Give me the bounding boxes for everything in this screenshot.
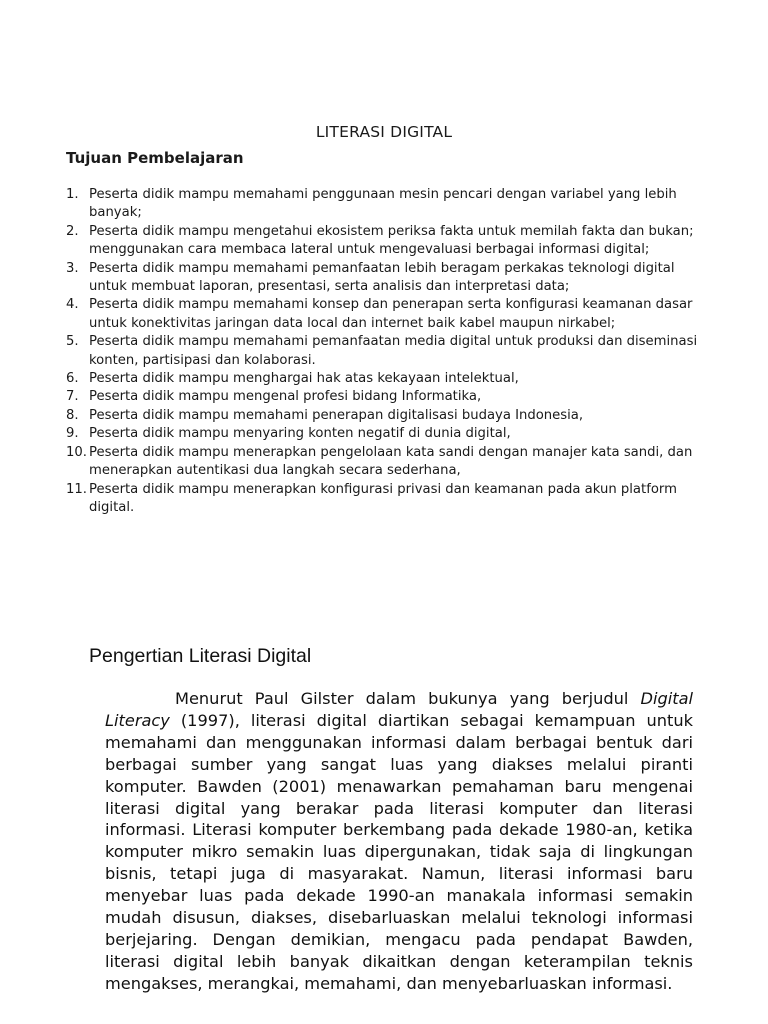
list-item-number: 9. — [66, 426, 79, 442]
paragraph-text-start: Menurut Paul Gilster dalam bukunya yang berjudul — [175, 689, 641, 708]
list-item-text: Peserta didik mampu mengenal profesi bidang Informatika, — [89, 389, 482, 405]
list-item-number: 7. — [66, 389, 79, 405]
list-item-number: 4. — [66, 297, 79, 313]
section-heading: Pengertian Literasi Digital — [89, 645, 312, 667]
list-item-text: Peserta didik mampu menerapkan konfigurasi privasi dan keamanan pada akun platform digital. — [89, 481, 677, 515]
list-item-number: 10. — [66, 444, 87, 460]
document-title: LITERASI DIGITAL — [315, 123, 453, 141]
paragraph-text-rest: (1997), literasi digital diartikan sebagai kemampuan untuk memahami dan menggunakan informasi dalam berbagai bentuk dari berbagai sumber yang sangat luas yang diakses melalui piranti komputer. Bawden (2001) menawarkan pemahaman baru mengenai literasi digital yang berakar pada literasi komputer dan literasi informasi. Literasi komputer berkembang pada dekade 1980-an, ketika komputer mikro semakin luas dipergunakan, tidak saja di lingkungan bisnis, tetapi juga di masyarakat. Namun, literasi informasi baru menyebar luas pada dekade 1990-an manakala informasi semakin mudah disusun, diakses, disebarluaskan melalui teknologi informasi berjejaring. Dengan demikian, mengacu pada pendapat Bawden, literasi digital lebih banyak dikaitkan dengan keterampilan teknis mengakses, merangkai, memahami, dan menyebarluaskan informasi. — [105, 710, 693, 993]
list-item-number: 5. — [66, 334, 79, 350]
list-item — [66, 407, 706, 425]
list-item-number: 6. — [66, 371, 79, 387]
list-item — [66, 388, 706, 406]
list-item — [66, 481, 706, 518]
list-item-number: 8. — [66, 407, 79, 423]
list-item-text: Peserta didik mampu memahami konsep dan penerapan serta konfigurasi keamanan dasar untuk konektivitas jaringan data local dan internet baik kabel maupun nirkabel; — [89, 297, 693, 331]
book-title-italic: Digital Literacy — [105, 689, 693, 730]
list-item — [66, 296, 706, 333]
list-item — [66, 260, 706, 297]
list-item-number: 1. — [66, 187, 79, 202]
list-item — [66, 223, 706, 260]
list-item — [66, 425, 706, 443]
list-item-text: Peserta didik mampu memahami pemanfaatan lebih beragam perkakas teknologi digital untuk membuat laporan, presentasi, serta analisis dan interpretasi data; — [89, 260, 675, 295]
learning-goals-heading: Tujuan Pembelajaran — [66, 149, 244, 167]
list-item-number: 3. — [66, 260, 79, 276]
definition-paragraph — [105, 688, 693, 995]
list-item-text: Peserta didik mampu menghargai hak atas kekayaan intelektual, — [89, 371, 519, 387]
list-item — [66, 444, 706, 481]
list-item-number: 11. — [66, 481, 87, 497]
list-item-text: Peserta didik mampu menerapkan pengelolaan kata sandi dengan manajer kata sandi, dan menerapkan autentikasi dua langkah secara sederhana, — [89, 444, 693, 479]
list-item-text: Peserta didik mampu menyaring konten negatif di dunia digital, — [89, 426, 511, 442]
list-item-text: Peserta didik mampu memahami penerapan digitalisasi budaya Indonesia, — [89, 407, 584, 423]
list-item-text: Peserta didik mampu memahami penggunaan mesin pencari dengan variabel yang lebih banyak; — [89, 187, 677, 221]
list-item-text: Peserta didik mampu mengetahui ekosistem periksa fakta untuk memilah fakta dan bukan; menggunakan cara membaca lateral untuk mengevaluasi berbagai informasi digital; — [89, 223, 694, 258]
learning-goals-list — [66, 186, 706, 517]
list-item — [66, 186, 706, 223]
list-item — [66, 370, 706, 388]
list-item — [66, 333, 706, 370]
list-item-number: 2. — [66, 223, 79, 239]
list-item-text: Peserta didik mampu memahami pemanfaatan media digital untuk produksi dan diseminasi konten, partisipasi dan kolaborasi. — [89, 334, 698, 368]
